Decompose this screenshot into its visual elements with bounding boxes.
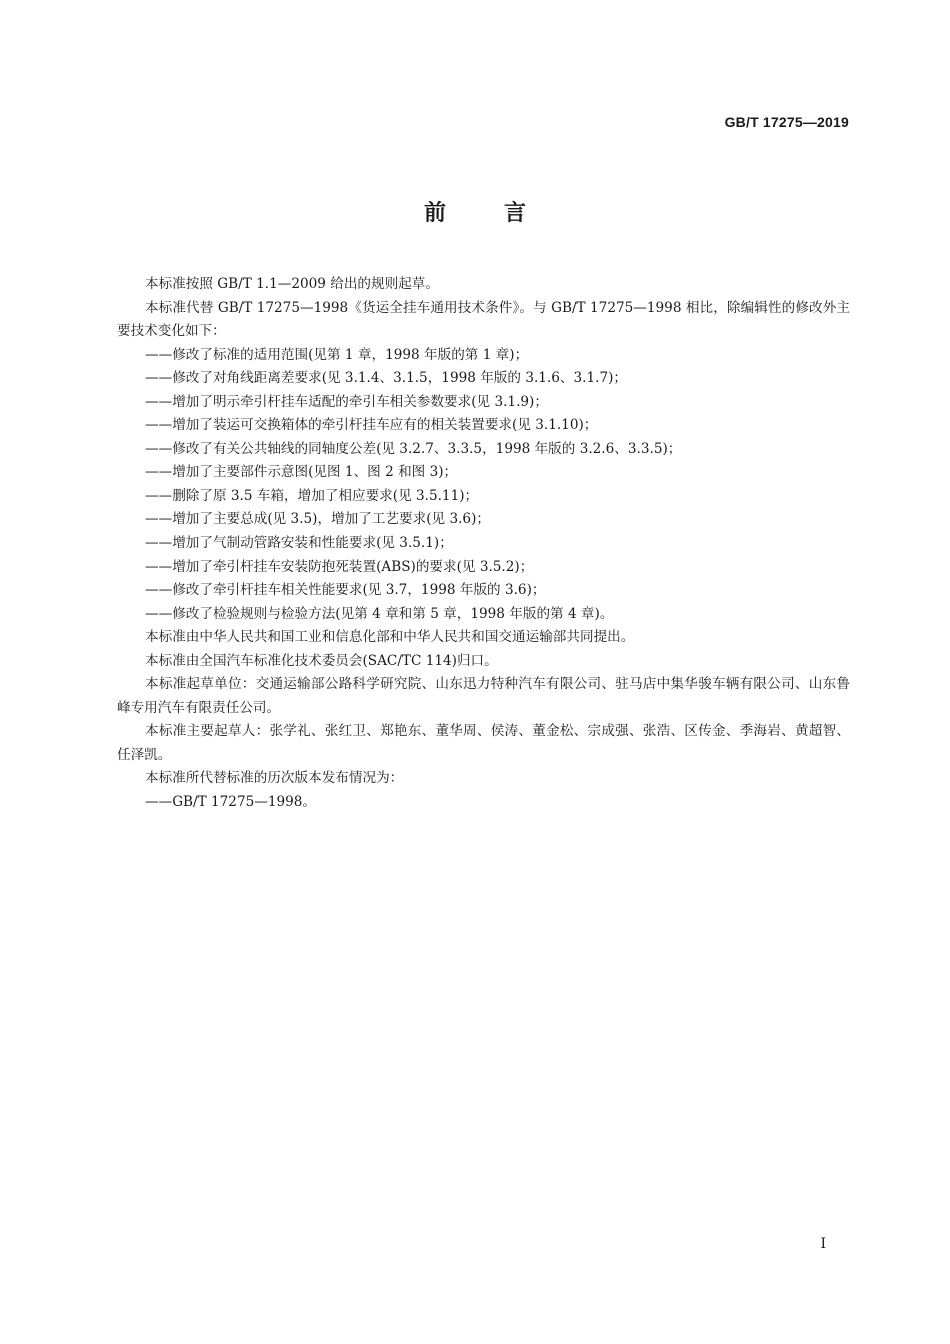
paragraph: 本标准由全国汽车标准化技术委员会(SAC/TC 114)归口。 — [145, 652, 498, 669]
list-item: ——修改了标准的适用范围(见第 1 章，1998 年版的第 1 章)； — [145, 346, 529, 363]
paragraph: 本标准所代替标准的历次版本发布情况为： — [145, 770, 404, 787]
list-item: ——修改了检验规则与检验方法(见第 4 章和第 5 章，1998 年版的第 4 章)。 — [145, 605, 614, 622]
list-item: ——增加了装运可交换箱体的牵引杆挂车应有的相关装置要求(见 3.1.10)； — [145, 417, 598, 434]
foreword-body — [117, 273, 850, 815]
list-item: ——修改了有关公共轴线的同轴度公差(见 3.2.7、3.3.5，1998 年版的 3.2.6、3.3.5)； — [145, 440, 682, 457]
paragraph: 本标准按照 GB/T 1.1—2009 给出的规则起草。 — [145, 276, 439, 292]
page-title: 前言 — [423, 201, 584, 226]
list-item: ——增加了牵引杆挂车安装防抱死装置(ABS)的要求(见 3.5.2)； — [145, 558, 534, 575]
paragraph: 本标准主要起草人：张学礼、张红卫、郑艳东、董华周、侯涛、董金松、宗成强、张浩、区传金、季海岩、黄超智、任泽凯。 — [117, 723, 850, 763]
page-number: I — [820, 1236, 826, 1252]
list-item: ——增加了主要部件示意图(见图 1、图 2 和图 3)； — [145, 464, 458, 481]
list-item: ——增加了主要总成(见 3.5)，增加了工艺要求(见 3.6)； — [145, 511, 490, 528]
paragraph: 本标准代替 GB/T 17275—1998《货运全挂车通用技术条件》。与 GB/T 17275—1998 相比，除编辑性的修改外主要技术变化如下： — [117, 299, 850, 340]
list-item: ——修改了牵引杆挂车相关性能要求(见 3.7，1998 年版的 3.6)； — [145, 582, 546, 599]
list-item: ——修改了对角线距离差要求(见 3.1.4、3.1.5，1998 年版的 3.1.6、3.1.7)； — [145, 370, 627, 387]
list-item: ——增加了气制动管路安装和性能要求(见 3.5.1)； — [145, 535, 453, 552]
list-item: ——删除了原 3.5 车箱，增加了相应要求(见 3.5.11)； — [145, 487, 479, 504]
list-item: ——GB/T 17275—1998。 — [145, 794, 317, 811]
paragraph: 本标准由中华人民共和国工业和信息化部和中华人民共和国交通运输部共同提出。 — [145, 629, 635, 646]
list-item: ——增加了明示牵引杆挂车适配的牵引车相关参数要求(见 3.1.9)； — [145, 393, 548, 410]
standard-code: GB/T 17275—2019 — [724, 114, 849, 130]
paragraph: 本标准起草单位：交通运输部公路科学研究院、山东迅力特种汽车有限公司、驻马店中集华骏车辆有限公司、山东鲁峰专用汽车有限责任公司。 — [117, 676, 850, 716]
